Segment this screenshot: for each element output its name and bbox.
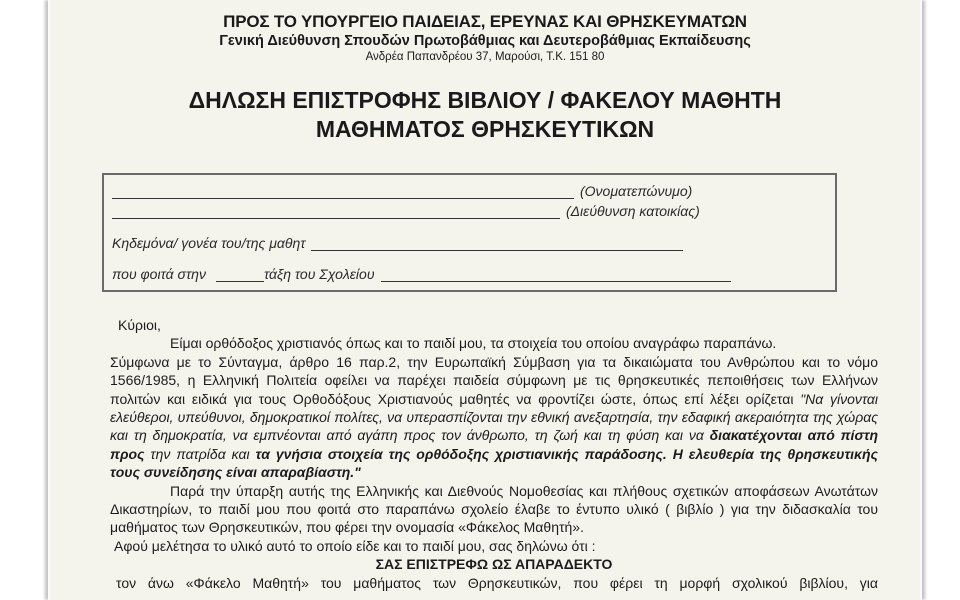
title-line-2: ΜΑΘΗΜΑΤΟΣ ΘΡΗΣΚΕΥΤΙΚΩΝ [315, 116, 655, 142]
address-field[interactable] [112, 204, 560, 219]
recipient-heading: ΠΡΟΣ ΤΟ ΥΠΟΥΡΓΕΙΟ ΠΑΙΔΕΙΑΣ, ΕΡΕΥΝΑΣ ΚΑΙ ΘΡΗΣΚΕΥΜΑΤΩΝ [223, 12, 747, 31]
class-suffix-label: τάξη του Σχολείου [263, 266, 375, 282]
address-label: (Διεύθυνση κατοικίας) [566, 203, 700, 219]
title-line-1: ΔΗΛΩΣΗ ΕΠΙΣΤΡΟΦΗΣ ΒΙΒΛΙΟΥ / ΦΑΚΕΛΟΥ ΜΑΘΗΤΗ [188, 87, 782, 113]
school-field[interactable] [381, 267, 731, 282]
class-school-row [112, 266, 731, 282]
paragraph-3: Παρά την ύπαρξη αυτής της Ελληνικής και Διεθνούς Νομοθεσίας και πλήθους σχετικών αποφάσεων Ανωτάτων Δικαστηρίων, το παιδί μου που φοιτά στο παραπάνω σχολείο έλαβε το έντυπο υλικό ( βιβλίο ) για την διδασκαλία του μαθήματος των Θρησκευτικών, που φέρει την ονομασία «Φάκελος Μαθητή». [110, 482, 878, 536]
document-title [50, 86, 920, 144]
address-row [112, 203, 700, 219]
paragraph-1: Είμαι ορθόδοξος χριστιανός όπως και το παιδί μου, τα στοιχεία του οποίου αναγράφω παραπάνω. [170, 335, 777, 352]
department-heading: Γενική Διεύθυνση Σπουδών Πρωτοβάθμιας και Δευτεροβάθμιας Εκπαίδευσης [219, 33, 751, 49]
paragraph-5: τον άνω «Φάκελο Μαθητή» του μαθήματος των Θρησκευτικών, που φέρει τη μορφή σχολικού βιβλίου, για [116, 574, 878, 591]
full-name-field[interactable] [112, 184, 574, 199]
paragraph-2 [110, 353, 878, 482]
letter-body [110, 316, 878, 592]
class-field[interactable] [216, 267, 264, 282]
paragraph-4: Αφού μελέτησα το υλικό αυτό το οποίο είδε και το παιδί μου, σας δηλώνω ότι : [114, 537, 596, 554]
declaration-heading: ΣΑΣ ΕΠΙΣΤΡΕΦΩ ΩΣ ΑΠΑΡΑΔΕΚΤΟ [375, 556, 613, 573]
quote-bold-2: τα γνήσια στοιχεία της ορθόδοξης χριστιανικής παράδοσης. Η ελευθερία της θρησκευτικής τους συνείδησης είναι απαραβίαστη." [110, 445, 878, 481]
paragraph-2-intro: Σύμφωνα με το Σύνταγμα, άρθρο 16 παρ.2, την Ευρωπαϊκή Σύμβαση για τα δικαιώματα του Ανθρώπου και το νόμο 1566/1985, η Ελληνική Πολιτεία οφείλει να παρέχει παιδεία σύμφωνη με τις θρησκευτικές πεποιθήσεις των Ελλήνων πολιτών και ειδικά για τους Ορθοδόξους Χριστιανούς μαθητές να φροντίζει ώστε, όπως επί λέξει ορίζεται [110, 353, 878, 407]
full-name-label: (Ονοματεπώνυμο) [580, 183, 693, 199]
address-line: Ανδρέα Παπανδρέου 37, Μαρούσι, Τ.Κ. 151 80 [365, 51, 605, 63]
full-name-row [112, 183, 692, 199]
quote-italic: "Να γίνονται ελεύθεροι, υπεύθυνοι, δημοκρατικοί πολίτες, να υπερασπίζονται την εθνική ανεξαρτησία, την εδαφική ακεραιότητα της χώρας και τη δημοκρατία, να εμπνέονται από αγάπη προς τον άνθρωπο, τη ζωή και τη φύση και να [110, 390, 879, 444]
quote-italic-2: την πατρίδα και [144, 445, 256, 462]
guardian-row [112, 235, 683, 251]
guardian-label: Κηδεμόνα/ γονέα του/της μαθητ [112, 235, 306, 251]
quote-bold-1: διακατέχονται από πίστη προς [110, 427, 879, 462]
attends-label: που φοιτά στην [112, 266, 206, 282]
salutation: Κύριοι, [118, 317, 161, 333]
student-name-field[interactable] [311, 236, 683, 251]
document-page [48, 0, 922, 600]
personal-details-form [102, 173, 837, 292]
